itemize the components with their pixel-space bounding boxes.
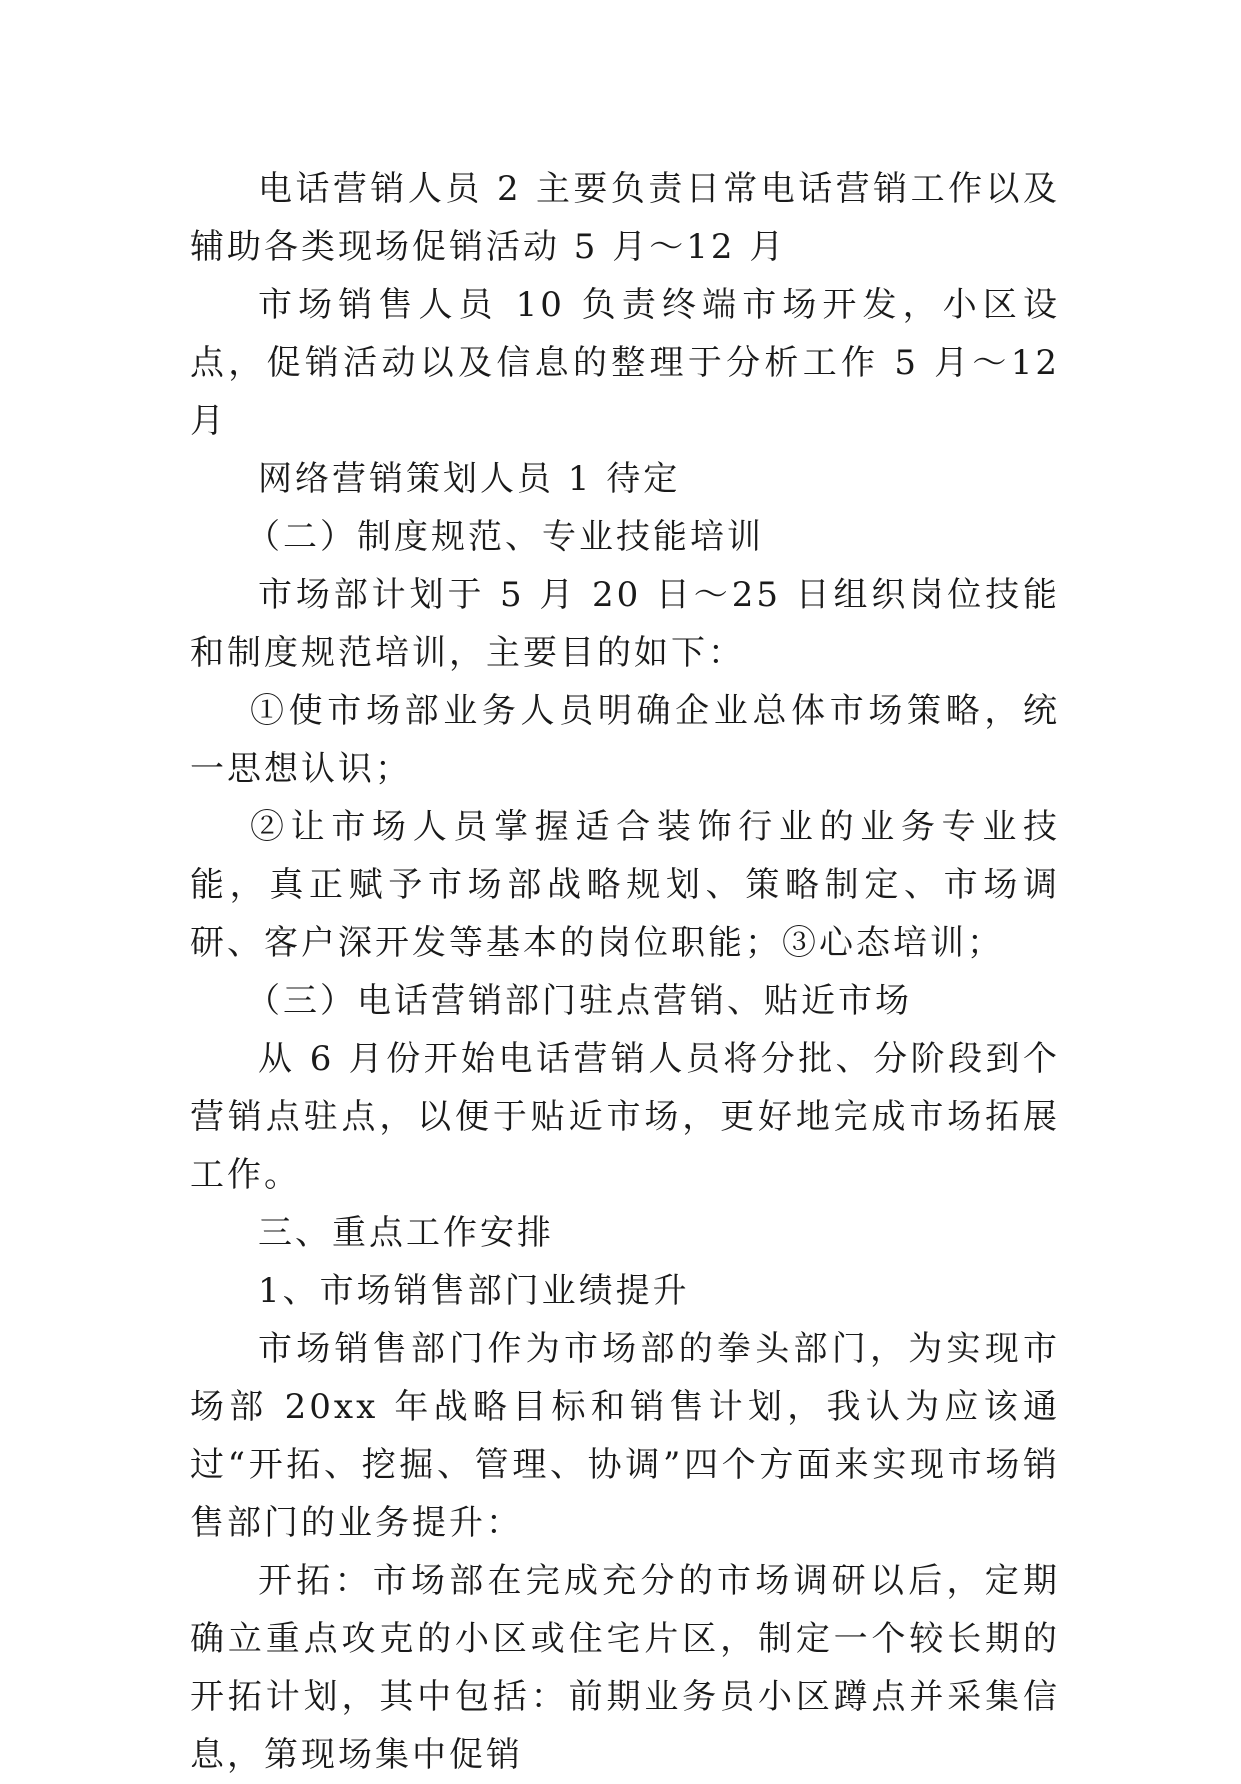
document-body [190,160,1060,1784]
paragraph-market-sales-staff: 市场销售人员 10 负责终端市场开发，小区设点，促销活动以及信息的整理于分析工作 5 月～12 月 [190,285,1060,441]
heading-training: （二）制度规范、专业技能培训 [246,517,764,557]
paragraph-network-marketing-staff: 网络营销策划人员 1 待定 [258,459,681,499]
heading-onsite-marketing: （三）电话营销部门驻点营销、贴近市场 [246,981,912,1021]
paragraph-goal-2-3: ②让市场人员掌握适合装饰行业的业务专业技能，真正赋予市场部战略规划、策略制定、市场调研、客户深开发等基本的岗位职能；③心态培训； [190,807,1060,963]
paragraph-onsite-plan: 从 6 月份开始电话营销人员将分批、分阶段到个营销点驻点，以便于贴近市场，更好地完成市场拓展工作。 [190,1039,1060,1195]
paragraph-training-plan: 市场部计划于 5 月 20 日～25 日组织岗位技能和制度规范培训，主要目的如下： [190,575,1060,673]
heading-sales-improvement: 1、市场销售部门业绩提升 [258,1271,690,1311]
paragraph-telemarketing-staff: 电话营销人员 2 主要负责日常电话营销工作以及辅助各类现场促销活动 5 月～12 月 [190,169,1060,267]
heading-key-work: 三、重点工作安排 [258,1213,554,1253]
paragraph-goal-1: ①使市场部业务人员明确企业总体市场策略，统一思想认识； [190,691,1060,789]
paragraph-sales-department: 市场销售部门作为市场部的拳头部门，为实现市场部 20xx 年战略目标和销售计划，我认为应该通过“开拓、挖掘、管理、协调”四个方面来实现市场销售部门的业务提升： [190,1329,1060,1543]
paragraph-expansion: 开拓：市场部在完成充分的市场调研以后，定期确立重点攻克的小区或住宅片区，制定一个较长期的开拓计划，其中包括：前期业务员小区蹲点并采集信息，第现场集中促销 [190,1561,1060,1775]
